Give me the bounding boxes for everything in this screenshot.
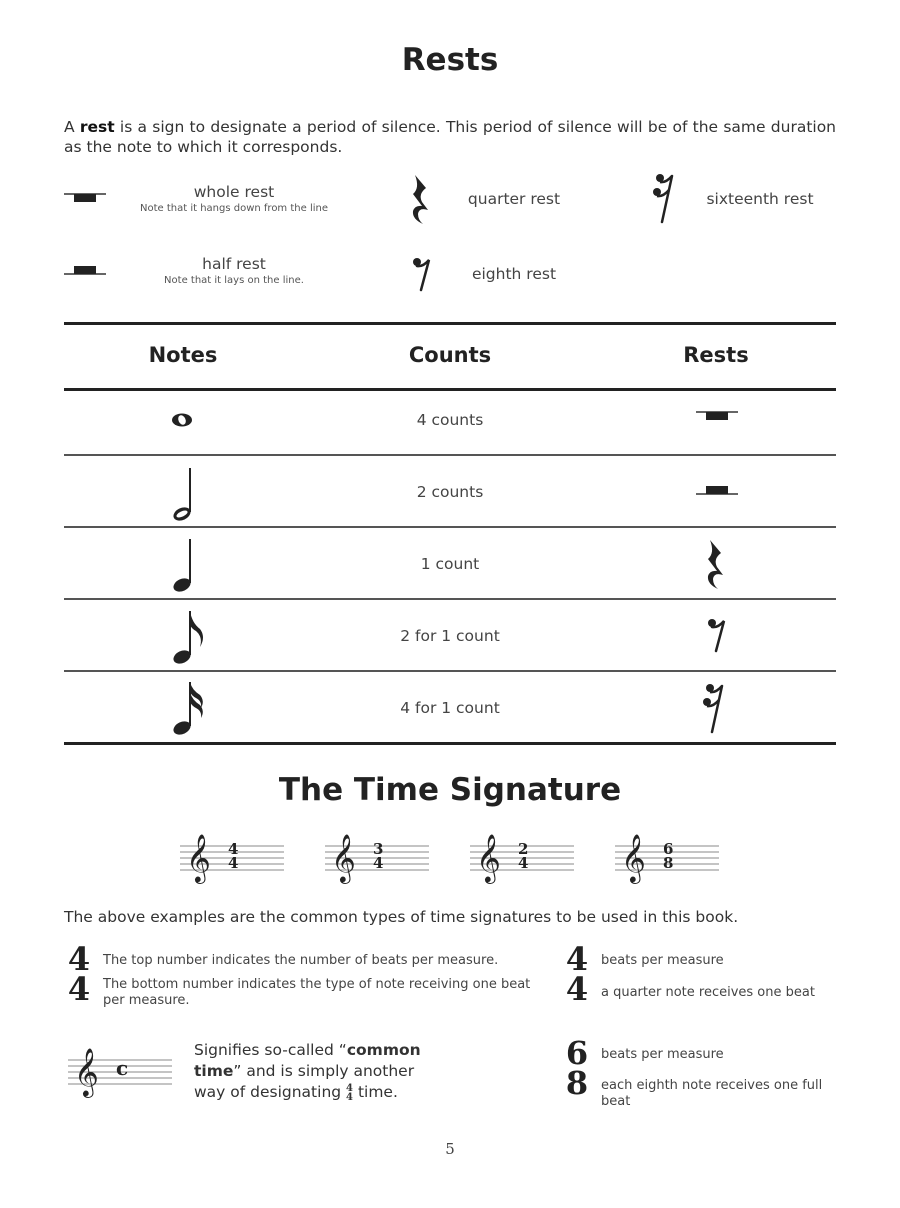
quarter-rest-label: quarter rest (467, 190, 561, 208)
count-row-4: 2 for 1 count (400, 627, 500, 645)
bottom-number-explanation: The bottom number indicates the type of note receiving one beat per measure. (103, 977, 531, 1008)
eighth-rest-icon (412, 256, 432, 292)
time-signature-example-4 (615, 832, 719, 888)
quarter-note-icon (170, 537, 196, 595)
beats-per-measure-68: beats per measure (601, 1047, 724, 1062)
time-sig-top: 2 (518, 840, 529, 858)
eighth-rest-icon (707, 617, 727, 653)
time-signature-description: The above examples are the common types of time signatures to be used in this book. (64, 908, 739, 926)
quarter-rest-icon (408, 174, 432, 226)
table-header-rule (64, 388, 836, 391)
whole-rest-note: Note that it hangs down from the line (139, 203, 328, 214)
table-top-rule (64, 322, 836, 325)
count-row-2: 2 counts (416, 483, 484, 501)
big-time-signature-68: 6 8 (565, 1034, 589, 1102)
count-row-5: 4 for 1 count (400, 699, 500, 717)
page-number: 5 (445, 1140, 455, 1158)
quarter-note-beat-44: a quarter note receives one beat (601, 985, 815, 1000)
eighth-note-icon (170, 609, 206, 667)
table-row-rule (64, 670, 836, 672)
time-signature-example-3 (470, 832, 574, 888)
half-rest-label: half rest (202, 255, 266, 273)
table-row-rule (64, 454, 836, 456)
half-note-icon (170, 466, 196, 524)
time-sig-bottom: 4 (518, 854, 529, 872)
time-sig-top: 6 (663, 840, 674, 858)
sixteenth-rest-label: sixteenth rest (706, 190, 814, 208)
treble-clef-icon: 𝄞 (331, 833, 356, 882)
sixteenth-note-icon (170, 680, 206, 738)
eighth-note-beat-68: each eighth note receives one full beat (601, 1078, 823, 1109)
time-sig-bottom: 4 (373, 854, 384, 872)
top-number-explanation: The top number indicates the number of beats per measure. (103, 953, 499, 968)
table-bottom-rule (64, 742, 836, 745)
quarter-rest-icon (703, 539, 727, 591)
time-signature-example-2 (325, 832, 429, 888)
common-time-symbol: c (116, 1056, 129, 1080)
common-time-explanation: Signifies so-called “common time” and is simply another way of designating 4 4 time. (194, 1041, 421, 1103)
inline-time-signature: 4 4 (346, 1082, 354, 1103)
table-header-counts: Counts (408, 343, 492, 367)
half-rest-note: Note that it lays on the line. (164, 275, 304, 286)
time-sig-top: 3 (373, 840, 384, 858)
table-row-rule (64, 598, 836, 600)
treble-clef-icon: 𝄞 (476, 833, 501, 882)
table-row-rule (64, 526, 836, 528)
whole-rest-icon (64, 190, 106, 210)
count-row-1: 4 counts (416, 411, 484, 429)
whole-rest-icon (696, 410, 738, 428)
table-header-notes: Notes (148, 343, 218, 367)
treble-clef-icon: 𝄞 (186, 833, 211, 882)
page-title-rests: Rests (401, 42, 499, 78)
eighth-rest-label: eighth rest (471, 265, 557, 283)
count-row-3: 1 count (420, 555, 480, 573)
time-sig-bottom: 8 (663, 854, 674, 872)
big-time-signature-44: 4 4 (67, 940, 91, 1008)
half-rest-icon (64, 262, 106, 282)
treble-clef-icon: 𝄞 (74, 1047, 99, 1096)
table-header-rests: Rests (683, 343, 749, 367)
time-sig-bottom: 4 (228, 854, 239, 872)
time-sig-top: 4 (228, 840, 239, 858)
section-title-time-signature: The Time Signature (278, 772, 622, 808)
sixteenth-rest-icon (652, 172, 678, 224)
whole-rest-label: whole rest (193, 183, 275, 201)
rest-term: rest (79, 118, 115, 136)
common-time-staff (68, 1046, 172, 1102)
time-signature-example-1 (180, 832, 284, 888)
sixteenth-rest-icon (702, 682, 728, 734)
whole-note-icon (171, 412, 193, 428)
big-time-signature-44-right: 4 4 (565, 940, 589, 1008)
half-rest-icon (696, 483, 738, 501)
beats-per-measure-44: beats per measure (601, 953, 724, 968)
treble-clef-icon: 𝄞 (621, 833, 646, 882)
rests-intro-paragraph: A rest is a sign to designate a period of silence. This period of silence will be of the same duration as the note to which it corresponds. (64, 118, 837, 156)
